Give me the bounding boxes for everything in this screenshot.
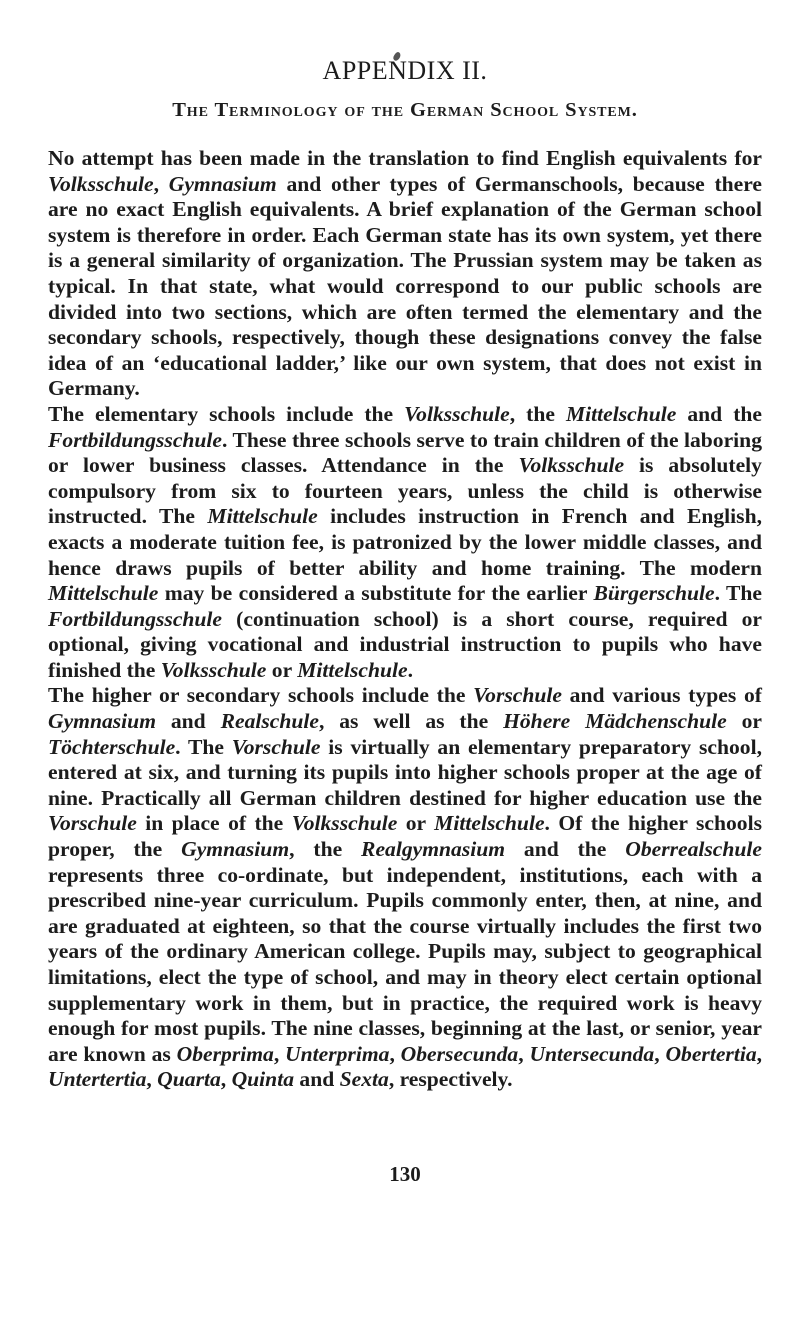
text-run: . These three schools serve to train children of the laboring or lower business classes. Attendance in the	[48, 427, 762, 478]
text-run: and other types of Germanschools, because there are no exact English equivalents. A brief explanation of the German school system is therefore in order. Each German state has its own system, yet there is a general similarity of organization. The Prussian system may be taken as typical. In that state, what would correspond to our public schools are divided into two sections, which are often termed the elementary and the secondary schools, respectively, though these designations convey the false idea of an ‘educational ladder,’ like our own system, that does not exist in Germany.	[48, 171, 763, 401]
italic-term: Vorschule	[48, 811, 137, 836]
italic-term: Töchterschule	[48, 734, 176, 759]
italic-term: Gymnasium	[168, 171, 277, 196]
italic-term: Volksschule	[404, 401, 510, 426]
italic-term: Mittelschule	[48, 581, 159, 606]
italic-term: Unterprima	[285, 1041, 390, 1066]
text-run: No attempt has been made in the translation to find English equivalents for	[48, 146, 762, 170]
text-run: , the	[509, 401, 566, 426]
section-title: The Terminology of the German School System.	[172, 99, 638, 121]
text-run: includes instruction in French and English, exacts a moderate tuition fee, is patronized by the lower middle classes, and hence draws pupils of better ability and home training. The modern	[48, 504, 762, 580]
text-run: may be considered a substitute for the earlier	[158, 581, 594, 606]
text-run: , as well as the	[318, 709, 504, 734]
italic-term: Mittelschule	[565, 401, 677, 426]
italic-term: Fortbildungsschule	[48, 606, 223, 631]
italic-term: Mittelschule	[297, 657, 408, 682]
text-run: ,	[153, 171, 169, 196]
text-run: and the	[676, 401, 762, 426]
italic-term: Realgymnasium	[361, 837, 506, 862]
text-run: . Of the higher schools proper, the	[48, 811, 762, 862]
text-run: , the	[289, 837, 362, 862]
text-run: or	[397, 811, 435, 836]
italic-term: Untertertia	[48, 1067, 147, 1092]
text-run: ,	[389, 1041, 401, 1066]
body-text	[48, 146, 762, 1093]
italic-term: Oberrealschule	[625, 837, 762, 862]
text-run: ,	[518, 1041, 530, 1066]
paragraph-2	[48, 402, 762, 684]
italic-term: Vorschule	[473, 683, 562, 708]
text-run: in place of the	[136, 811, 292, 836]
italic-term: Mittelschule	[434, 811, 545, 836]
appendix-title: APPENDIX II.	[322, 56, 488, 85]
text-run: and various types of	[561, 683, 762, 708]
text-run: is virtually an elementary preparatory school, entered at six, and turning its pupils into higher schools proper at the age of nine. Practically all German children destined for higher education use the	[48, 734, 762, 810]
italic-term: Volksschule	[518, 453, 625, 478]
text-run: and	[156, 709, 221, 734]
paragraph-1	[48, 146, 762, 402]
text-run: The elementary schools include the	[48, 401, 405, 426]
text-run: The higher or secondary schools include the	[48, 683, 474, 708]
italic-term: Quarta	[157, 1067, 221, 1092]
paragraph-3	[48, 683, 762, 1093]
italic-term: Obertertia	[665, 1041, 757, 1066]
text-run: ,	[146, 1067, 158, 1092]
italic-term: Untersecunda	[529, 1041, 655, 1066]
italic-term: Obersecunda	[400, 1041, 519, 1066]
italic-term: Gymnasium	[181, 837, 290, 862]
text-run: or	[726, 709, 762, 734]
text-run: .	[407, 657, 413, 682]
italic-term: Vorschule	[231, 734, 321, 759]
italic-term: Realschule	[220, 709, 319, 734]
text-run: ,	[756, 1041, 763, 1066]
text-run: . The	[714, 581, 763, 606]
italic-term: Bürgerschule	[593, 581, 715, 606]
text-run: and	[294, 1067, 340, 1092]
italic-term: Volksschule	[291, 811, 398, 836]
italic-term: Fortbildungsschule	[48, 427, 223, 452]
text-run: (continuation school) is a short course, required or optional, giving vocational and industrial instruction to pupils who have finished the	[48, 606, 762, 682]
italic-term: Volksschule	[48, 171, 154, 196]
italic-term: Höhere Mädchenschule	[503, 709, 727, 734]
italic-term: Gymnasium	[48, 709, 156, 734]
italic-term: Sexta	[339, 1067, 389, 1092]
italic-term: Mittelschule	[207, 504, 318, 529]
text-run: , respectively.	[388, 1067, 513, 1092]
text-run: is absolutely compulsory from six to fourteen years, unless the child is otherwise instructed. The	[48, 453, 762, 529]
text-run: ,	[220, 1067, 232, 1092]
text-run: and the	[505, 837, 626, 862]
text-run: or	[266, 657, 298, 682]
page-number: 130	[389, 1162, 421, 1186]
text-run: ,	[273, 1041, 286, 1066]
text-run: . The	[175, 734, 232, 759]
italic-term: Volksschule	[160, 657, 267, 682]
italic-term: Oberprima	[176, 1041, 274, 1066]
italic-term: Quinta	[231, 1067, 294, 1092]
book-page	[48, 0, 762, 1334]
text-run: represents three co-ordinate, but independent, institutions, each with a prescribed nine-year curriculum. Pupils commonly enter, then, at nine, and are graduated at eighteen, so that the course virtually includes the first two years of the ordinary American college. Pupils may, subject to geographical limitations, elect the type of school, and may in theory elect certain optional supplementary work in them, but in practice, the required work is heavy enough for most pupils. The nine classes, beginning at the last, or senior, year are known as	[48, 862, 762, 1066]
text-run: ,	[654, 1041, 666, 1066]
